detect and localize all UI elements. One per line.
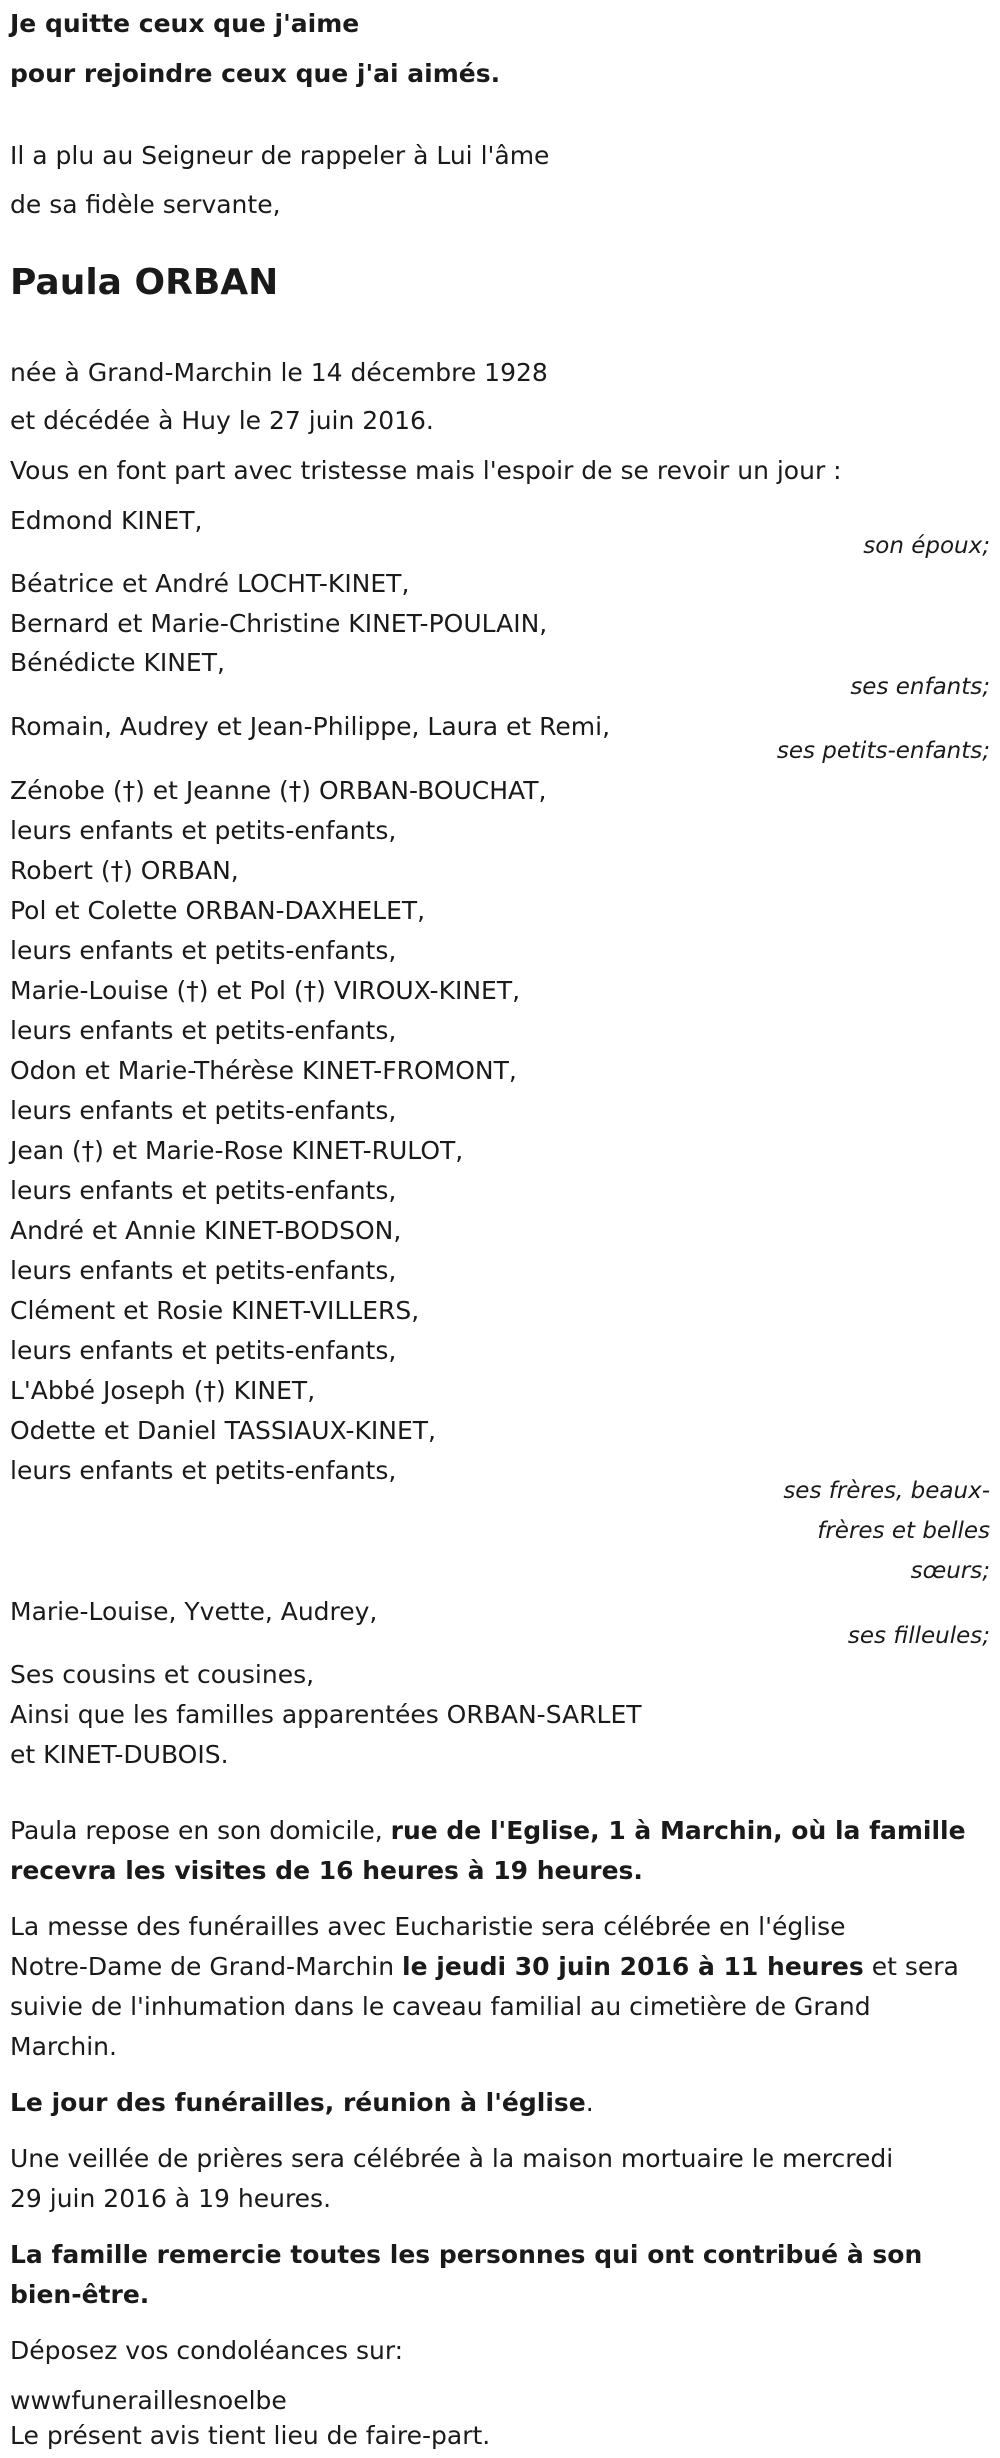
others-line-2: Ainsi que les familles apparentées ORBAN-SARLET <box>10 1700 642 1729</box>
condolences-label: Déposez vos condoléances sur: <box>10 2336 404 2365</box>
sibling-line: leurs enfants et petits-enfants, <box>10 936 397 965</box>
mass-church: Notre-Dame de Grand-Marchin <box>10 1952 403 1981</box>
sibling-line: leurs enfants et petits-enfants, <box>10 816 397 845</box>
sibling-line: Zénobe (†) et Jeanne (†) ORBAN-BOUCHAT, <box>10 776 547 805</box>
thanks-line-2: bien-être. <box>10 2280 150 2309</box>
intro-line-1: Il a plu au Seigneur de rappeler à Lui l'âme <box>10 141 550 170</box>
intro-line-2: de sa fidèle servante, <box>10 190 281 219</box>
birth-line: née à Grand-Marchin le 14 décembre 1928 <box>10 358 548 387</box>
visit-address: rue de l'Eglise, 1 à Marchin, où la famille <box>390 1816 966 1845</box>
visit-intro: Paula repose en son domicile, <box>10 1816 391 1845</box>
meeting-bold: Le jour des funérailles, réunion à l'église <box>10 2088 586 2117</box>
sibling-line: Jean (†) et Marie-Rose KINET-RULOT, <box>10 1136 464 1165</box>
others-line-3: et KINET-DUBOIS. <box>10 1740 229 1769</box>
meeting-line <box>10 2087 594 2119</box>
mass-tail: et sera <box>863 1952 959 1981</box>
sibling-line: leurs enfants et petits-enfants, <box>10 1096 397 1125</box>
sibling-line: leurs enfants et petits-enfants, <box>10 1336 397 1365</box>
sibling-line: L'Abbé Joseph (†) KINET, <box>10 1376 316 1405</box>
child-line-3: Bénédicte KINET, <box>10 648 225 677</box>
goddaughters-line: Marie-Louise, Yvette, Audrey, <box>10 1597 378 1626</box>
children-relation: ses enfants; <box>850 674 990 700</box>
siblings-relation-line-3: sœurs; <box>910 1558 990 1584</box>
condolences-site[interactable]: wwwfuneraillesnoelbe <box>10 2386 287 2415</box>
sibling-line: Clément et Rosie KINET-VILLERS, <box>10 1296 420 1325</box>
goddaughters-relation: ses filleules; <box>847 1623 990 1649</box>
mass-line-2 <box>10 1951 959 1983</box>
vigil-line-2: 29 juin 2016 à 19 heures. <box>10 2184 332 2213</box>
sibling-line: André et Annie KINET-BODSON, <box>10 1216 402 1245</box>
sibling-line: Robert (†) ORBAN, <box>10 856 239 885</box>
grandchildren-line: Romain, Audrey et Jean-Philippe, Laura et Remi, <box>10 712 611 741</box>
siblings-relation-line-2: frères et belles <box>817 1518 990 1544</box>
sibling-line: Odette et Daniel TASSIAUX-KINET, <box>10 1416 436 1445</box>
siblings-relation-line-1: ses frères, beaux- <box>783 1478 990 1504</box>
others-line-1: Ses cousins et cousines, <box>10 1660 315 1689</box>
child-line-1: Béatrice et André LOCHT-KINET, <box>10 569 410 598</box>
death-line: et décédée à Huy le 27 juin 2016. <box>10 406 434 435</box>
mass-line-3: suivie de l'inhumation dans le caveau familial au cimetière de Grand <box>10 1992 871 2021</box>
sibling-line: leurs enfants et petits-enfants, <box>10 1176 397 1205</box>
sibling-line: Odon et Marie-Thérèse KINET-FROMONT, <box>10 1056 517 1085</box>
sibling-line: Marie-Louise (†) et Pol (†) VIROUX-KINET, <box>10 976 521 1005</box>
epigraph-line-2: pour rejoindre ceux que j'ai aimés. <box>10 59 501 88</box>
deceased-name: Paula ORBAN <box>10 262 279 303</box>
grandchildren-relation: ses petits-enfants; <box>776 738 990 764</box>
meeting-tail: . <box>585 2088 594 2117</box>
mass-datetime: le jeudi 30 juin 2016 à 11 heures <box>402 1952 864 1981</box>
visit-line-1 <box>10 1815 966 1847</box>
epigraph-line-1: Je quitte ceux que j'aime <box>10 9 360 38</box>
visit-hours: recevra les visites de 16 heures à 19 heures. <box>10 1856 643 1885</box>
sibling-line: leurs enfants et petits-enfants, <box>10 1016 397 1045</box>
sibling-line: leurs enfants et petits-enfants, <box>10 1456 397 1485</box>
vigil-line-1: Une veillée de prières sera célébrée à la maison mortuaire le mercredi <box>10 2144 894 2173</box>
closing-line: Le présent avis tient lieu de faire-part. <box>10 2421 491 2450</box>
spouse-name: Edmond KINET, <box>10 506 203 535</box>
mass-line-1: La messe des funérailles avec Eucharistie sera célébrée en l'église <box>10 1912 846 1941</box>
thanks-line-1: La famille remercie toutes les personnes qui ont contribué à son <box>10 2240 923 2269</box>
spouse-relation: son époux; <box>863 533 990 559</box>
sibling-line: leurs enfants et petits-enfants, <box>10 1256 397 1285</box>
sibling-line: Pol et Colette ORBAN-DAXHELET, <box>10 896 426 925</box>
mass-line-4: Marchin. <box>10 2032 117 2061</box>
child-line-2: Bernard et Marie-Christine KINET-POULAIN, <box>10 609 548 638</box>
announcement-line: Vous en font part avec tristesse mais l'espoir de se revoir un jour : <box>10 456 842 485</box>
